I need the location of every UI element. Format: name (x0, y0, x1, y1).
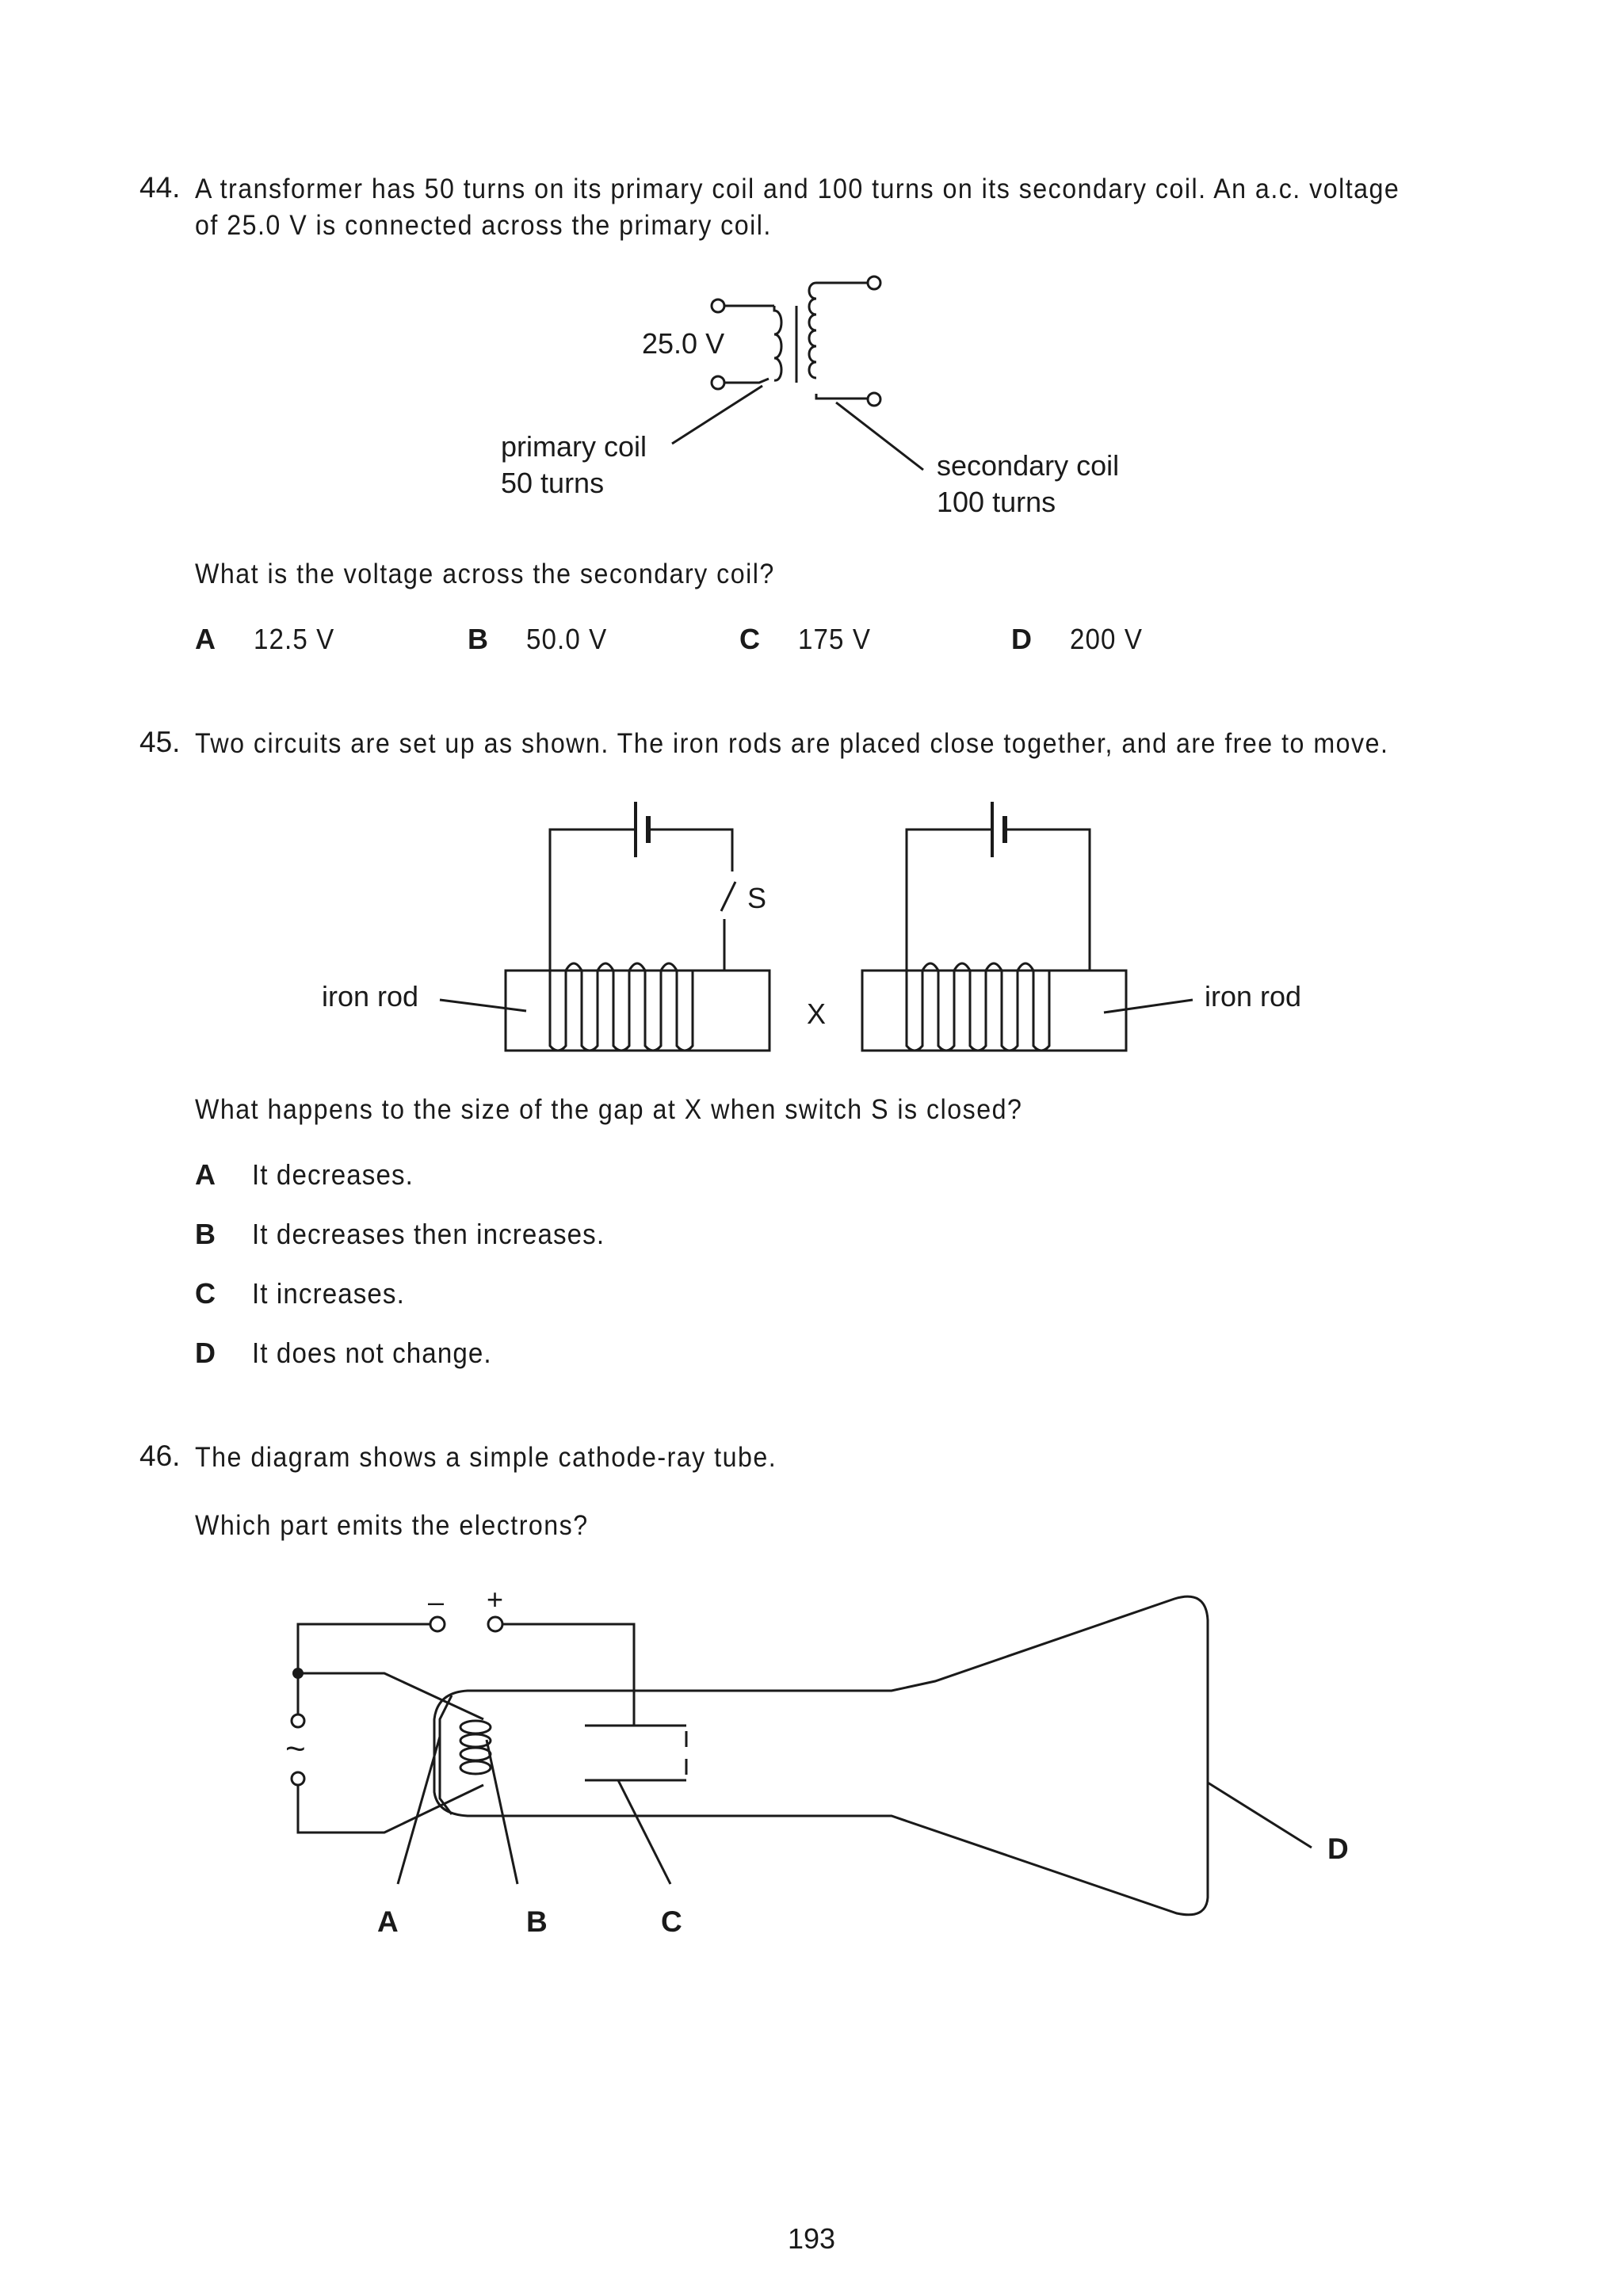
question-prompt: Which part emits the electrons? (195, 1510, 589, 1541)
label-d: D (1327, 1833, 1349, 1865)
option-letter: D (195, 1337, 216, 1369)
leader-line-a (398, 1737, 440, 1884)
option-text: It decreases. (252, 1158, 414, 1191)
question-prompt: What happens to the size of the gap at X when switch S is closed? (195, 1094, 1023, 1125)
leader-line-b (487, 1740, 517, 1884)
heater-wire-top (298, 1673, 483, 1719)
ac-symbol: ~ (285, 1730, 306, 1768)
option-letter: A (195, 623, 216, 655)
option-text: It increases. (252, 1277, 405, 1310)
primary-coil-label: primary coil (501, 430, 647, 463)
tube-envelope (434, 1596, 1208, 1915)
question-number: 44. (139, 171, 181, 204)
label-c: C (661, 1905, 682, 1938)
plus-terminal (488, 1617, 502, 1631)
option-text: 200 V (1070, 623, 1144, 655)
voltage-label: 25.0 V (642, 327, 725, 360)
option-letter: A (195, 1158, 216, 1191)
option-text: 175 V (798, 623, 872, 655)
option-letter: C (739, 623, 760, 655)
option-text: 12.5 V (254, 623, 335, 655)
right-iron-rod-label: iron rod (1205, 980, 1302, 1013)
minus-label: – (428, 1585, 445, 1618)
question-stem-line-2: of 25.0 V is connected across the primary coil. (195, 210, 772, 241)
anode-supply-wire (502, 1624, 634, 1726)
label-a: A (377, 1905, 399, 1938)
secondary-turns-label: 100 turns (937, 486, 1056, 518)
switch-label: S (747, 882, 767, 914)
minus-terminal (430, 1617, 445, 1631)
cathode-supply-wire (298, 1624, 430, 1673)
option-letter: B (195, 1218, 216, 1250)
anode-plates (585, 1726, 686, 1780)
option-text: 50.0 V (526, 623, 608, 655)
option-letter: C (195, 1277, 216, 1310)
cathode-cup (440, 1695, 452, 1814)
option-text: It does not change. (252, 1337, 492, 1369)
question-number: 46. (139, 1440, 181, 1472)
gap-label: X (807, 997, 827, 1030)
option-letter: D (1011, 623, 1032, 655)
question-stem: Two circuits are set up as shown. The iron rods are placed close together, and are free to move. (195, 728, 1389, 759)
question-prompt: What is the voltage across the secondary coil? (195, 559, 775, 589)
ac-wire-bottom (298, 1785, 483, 1833)
question-number: 45. (139, 726, 181, 758)
label-b: B (526, 1905, 548, 1938)
option-letter: B (468, 623, 488, 655)
ac-terminal-top (292, 1714, 304, 1727)
ac-terminal-bottom (292, 1772, 304, 1785)
plus-label: + (487, 1583, 504, 1615)
junction-dot (292, 1668, 304, 1679)
left-iron-rod-label: iron rod (322, 980, 419, 1013)
question-stem: The diagram shows a simple cathode-ray tube. (195, 1442, 777, 1473)
question-stem-line-1: A transformer has 50 turns on its primary coil and 100 turns on its secondary coil. An a.c. voltage (195, 174, 1400, 204)
leader-line-d (1208, 1783, 1312, 1848)
secondary-coil-label: secondary coil (937, 449, 1120, 482)
option-text: It decreases then increases. (252, 1218, 605, 1250)
page-number: 193 (787, 2222, 836, 2255)
primary-turns-label: 50 turns (501, 467, 605, 499)
leader-line-c (618, 1780, 670, 1884)
